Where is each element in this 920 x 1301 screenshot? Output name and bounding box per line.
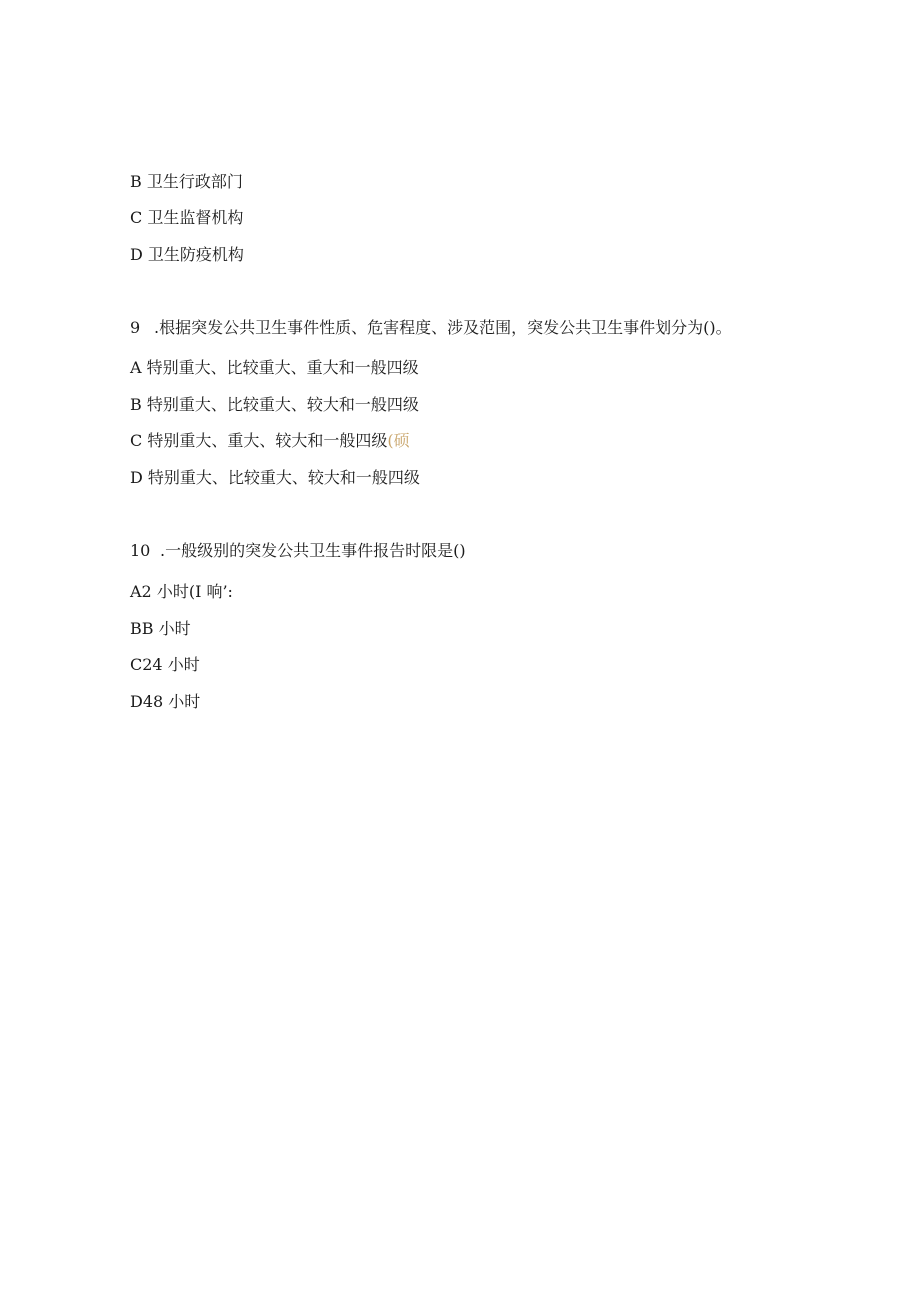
q9-number: 9 <box>130 318 141 337</box>
q10-option-b: BB 小时 <box>130 619 191 638</box>
q8-option-d: D 卫生防疫机构 <box>130 245 244 264</box>
q9-option-c <box>130 431 410 451</box>
q10-option-a: A2 小时(I 响’: <box>130 582 233 601</box>
q9-option-d: D 特别重大、比较重大、较大和一般四级 <box>130 468 420 487</box>
q10-question <box>130 541 466 561</box>
q9-text: .根据突发公共卫生事件性质、危害程度、涉及范围，突发公共卫生事件划分为()。 <box>154 318 732 337</box>
q9-option-b: B 特别重大、比较重大、较大和一般四级 <box>130 395 419 414</box>
q10-option-d: D48 小时 <box>130 692 201 711</box>
q9-option-a: A 特别重大、比较重大、重大和一般四级 <box>130 358 419 377</box>
q10-option-c: C24 小时 <box>130 655 200 674</box>
q9-question <box>130 318 732 338</box>
q8-option-b: B 卫生行政部门 <box>130 172 243 191</box>
q10-number: 10 <box>130 541 151 560</box>
q9-option-c-text: C 特别重大、重大、较大和一般四级 <box>130 431 388 450</box>
q8-option-c: C 卫生监督机构 <box>130 208 244 227</box>
q10-text: .一般级别的突发公共卫生事件报告时限是() <box>160 541 466 560</box>
q9-option-c-mark: (硕 <box>387 431 410 450</box>
